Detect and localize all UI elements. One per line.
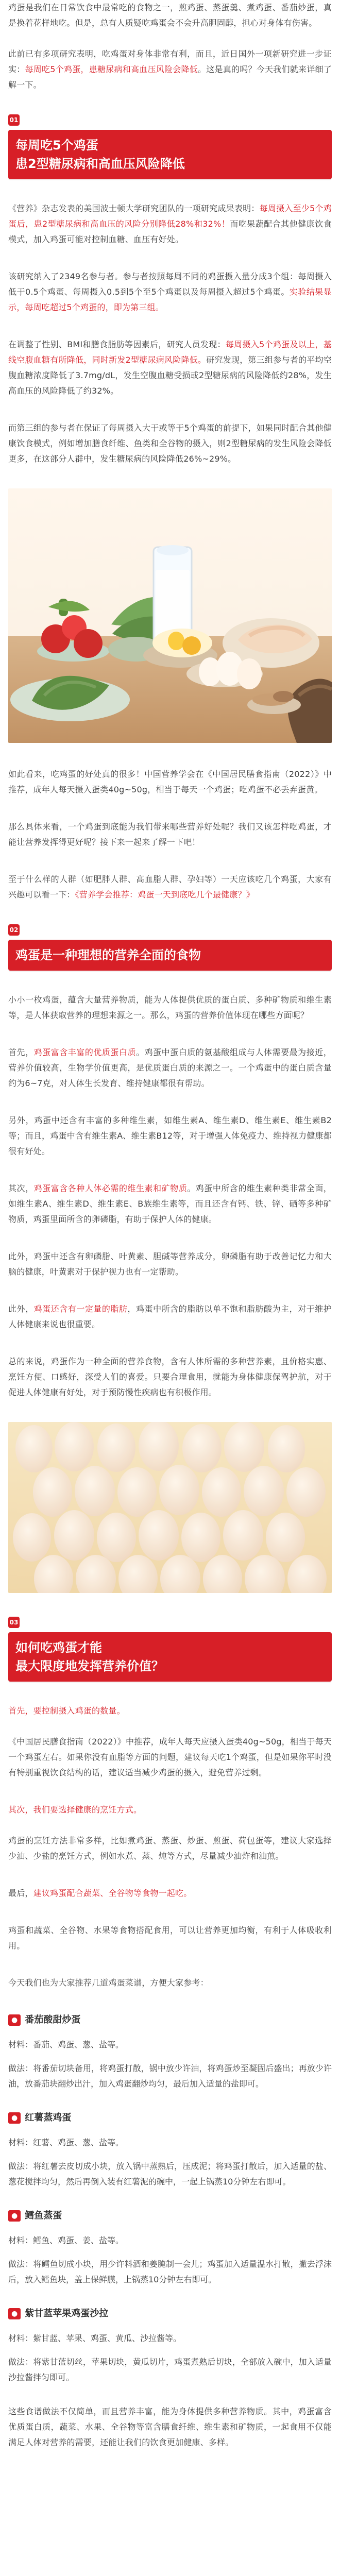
section2-highlight-4: 鸡蛋富含各种人体必需的维生素和矿物质: [33, 1183, 188, 1193]
section1-text-5: 而第三组的参与者在保证了每周摄入大于或等于5个鸡蛋的前提下，如果同时配合其他健康饮食模式，例如增加膳食纤维、鱼类和全谷物的摄入，则2型糖尿病的发生风险会降低更多，在这部分人群中，发生糖尿病的风险降低26%~29%。: [8, 423, 332, 464]
intro-paragraph: [8, 0, 332, 31]
recipe-2-ingredients: 材料：红薯、鸡蛋、葱、盐等。: [8, 2138, 124, 2147]
section2-paragraph-4: [8, 1181, 332, 1227]
section2-text-3: 另外，鸡蛋中还含有丰富的多种维生素，如维生素A、维生素D、维生素E、维生素B2等；而且，鸡蛋中含有维生素A、维生素B12等，对于增强人体免疫力、维持视力健康都很有好处。: [8, 1115, 332, 1156]
section3-text-1: 《中国居民膳食指南（2022）》中推荐，成年人每天应摄入蛋类40g~50g，相当于每天一个鸡蛋左右。如果你没有血脂等方面的问题，建议每天吃1个鸡蛋，但是如果你平时没有特别重视饮食结构的话，建议适当减少鸡蛋的摄入，避免营养过剩。: [8, 1737, 332, 1777]
section2-heading: [8, 924, 332, 971]
section-number-badge-3: 03: [8, 1617, 20, 1628]
section1-paragraph-3: [8, 269, 332, 315]
section2-text-1: 小小一枚鸡蛋，蕴含大量营养物质，能为人体提供优质的蛋白质、多种矿物质和维生素等，是人体获取营养的理想来源之一。那么，鸡蛋的营养价值体现在哪些方面呢？: [8, 995, 332, 1020]
section1-text-2: 《营养》杂志发表的美国波士顿大学研究团队的一项研究成果表明：: [8, 204, 260, 213]
section1-text-8: 那么具体来看，一个鸡蛋到底能为我们带来哪些营养好处呢？我们又该怎样吃鸡蛋，才能让营养发挥得更好呢？接下来一起来了解一下吧！: [8, 822, 332, 847]
closing-paragraph: [8, 2404, 332, 2450]
section3-paragraph-1: [8, 1734, 332, 1781]
section3-paragraph-2: [8, 1833, 332, 1864]
section1-paragraph-7: [8, 819, 332, 850]
section2-title: 鸡蛋是一种理想的营养全面的食物: [15, 948, 201, 962]
section-number-badge-2: 02: [8, 924, 20, 936]
section2-highlight-6: 鸡蛋还含有一定量的脂肪: [33, 1304, 128, 1314]
section2-paragraph-6: [8, 1301, 332, 1332]
recipe-4: [8, 2306, 332, 2385]
section-number-badge: 01: [8, 114, 20, 126]
food-still-life-image: [8, 488, 332, 743]
section3-lead-text: 首先，要控制摄入鸡蛋的数量。: [8, 1706, 125, 1716]
section1-paragraph-2: [8, 201, 332, 247]
recipe-4-ingredients: 材料：紫甘蓝、苹果、鸡蛋、黄瓜、沙拉酱等。: [8, 2333, 182, 2343]
section3-title-line-2: 最大限度地发挥营养价值？: [15, 1659, 164, 1673]
section3-paragraph-3: [8, 1886, 332, 1901]
recipe-4-bullet: ●: [8, 2308, 21, 2319]
section1-highlight-1: 每周吃5个鸡蛋，患糖尿病和高血压风险会降低: [25, 64, 198, 74]
recipe-3-ingredients: 材料：鳕鱼、鸡蛋、姜、盐等。: [8, 2235, 124, 2245]
section1-text-9: 至于什么样的人群（如肥胖人群、高血脂人群、孕妇等）一天应该吃几个鸡蛋，大家有兴趣可以看一下：: [8, 874, 332, 900]
section2-paragraph-2: [8, 1045, 332, 1091]
section3-paragraph-4: [8, 1923, 332, 1954]
section3-subhead: [8, 1802, 332, 1818]
recipe-4-title-row: [8, 2306, 332, 2321]
recipe-3-title: 鳕鱼蒸蛋: [25, 2210, 62, 2221]
recipe-2-title: 红薯蒸鸡蛋: [25, 2112, 72, 2123]
recipe-1: [8, 2012, 332, 2092]
section2-paragraph-7: [8, 1354, 332, 1400]
section1-paragraph-1: [8, 46, 332, 93]
section3-subhead-text: 其次，我们要选择健康的烹饪方式。: [8, 1805, 142, 1815]
section1-paragraph-5: [8, 420, 332, 467]
recipe-2-bullet: ●: [8, 2112, 21, 2124]
section1-highlight-4: 每周摄入5个鸡蛋及以上，基线空腹血糖有所降低，同时新发2型糖尿病风险降低。: [8, 340, 332, 365]
section-title-box-2: [8, 940, 332, 971]
section1-paragraph-8: [8, 872, 332, 903]
section3-title-line-1: 如何吃鸡蛋才能: [15, 1640, 102, 1655]
intro-text: 鸡蛋是我们在日常饮食中最常吃的食物之一，煎鸡蛋、蒸蛋羹、煮鸡蛋、番茄炒蛋，真是换着花样地吃。但是，总有人质疑吃鸡蛋会不会升高胆固醇，担心对身体有伤害。: [8, 3, 332, 28]
recipe-1-method: 做法：将番茄切块备用，将鸡蛋打散，锅中放少许油，将鸡蛋炒至凝固后盛出；再放少许油，放番茄块翻炒出汁，加入鸡蛋翻炒均匀，最后加入适量的盐即可。: [8, 2063, 332, 2089]
recipe-2: [8, 2110, 332, 2190]
egg-tray-image: [8, 1422, 332, 1593]
section1-text-4b: 研究发现，第三组参与者的平均空腹血糖浓度降低了3.7mg/dL，发生空腹血糖受损或2型糖尿病的风险降低约28%，发生高血压的风险降低了约32%。: [8, 355, 332, 396]
section3-final-label: 最后，: [8, 1888, 33, 1898]
section3-lead: [8, 1703, 332, 1719]
section1-text-1b: 。这是真的吗？今天我们就来详细了解一下。: [8, 64, 332, 90]
section3-heading: [8, 1617, 332, 1682]
section1-text-3: 该研究纳入了2349名参与者。参与者按照每周不同的鸡蛋摄入量分成3个组：每周摄入低于0.5个鸡蛋、每周摄入0.5到5个至5个鸡蛋以及每周摄入超过5个鸡蛋。: [8, 272, 332, 297]
section-title-box: [8, 130, 332, 179]
section2-paragraph-1: [8, 992, 332, 1023]
section1-text-1: 此前已有多项研究表明，吃鸡蛋对身体非常有利，而且，近日国外一项新研究进一步证实：: [8, 49, 332, 74]
section2-text-6: ，鸡蛋中所含的脂肪以单不饱和脂肪酸为主，对于维护人体健康来说也很重要。: [8, 1304, 332, 1329]
section2-text-5: 此外，鸡蛋中还含有卵磷脂、叶黄素、胆碱等营养成分，卵磷脂有助于改善记忆力和大脑的健康，叶黄素对于保护视力也有一定帮助。: [8, 1251, 332, 1277]
section2-highlight-2: 鸡蛋富含丰富的优质蛋白质: [33, 1047, 137, 1057]
recipe-2-title-row: [8, 2110, 332, 2126]
section1-text-2b: 而吃果蔬配合其他健康饮食模式，加入鸡蛋可能对控制血糖、血压有好处。: [8, 219, 332, 244]
recipe-1-title: 番茄酸甜炒蛋: [25, 2014, 81, 2025]
section-title-line-2: 患2型糖尿病和高血压风险降低: [15, 157, 185, 171]
recipe-3-bullet: ●: [8, 2210, 21, 2222]
recipe-1-title-row: [8, 2012, 332, 2028]
recipe-3-method: 做法：将鳕鱼切成小块，用少许料酒和姜腌制一会儿；鸡蛋加入适量温水打散，撇去浮沫后，放入鳕鱼块，盖上保鲜膜，上锅蒸10分钟左右即可。: [8, 2259, 332, 2284]
section1-highlight-2: 每周摄入至少5个鸡蛋后，患2型糖尿病和高血压的风险分别降低28%和32%！: [8, 204, 332, 229]
section2-label-2: 首先，: [8, 1047, 34, 1057]
section-title-line-1: 每周吃5个鸡蛋: [15, 138, 98, 152]
section2-paragraph-3: [8, 1113, 332, 1159]
recipe-3-title-row: [8, 2208, 332, 2224]
section-title-box-3: [8, 1632, 332, 1682]
section3-tips-title: 今天我们也为大家推荐几道鸡蛋菜谱，方便大家参考：: [8, 1978, 209, 1988]
recipe-1-bullet: ●: [8, 2014, 21, 2026]
recipe-4-method: 做法：将紫甘蓝切丝，苹果切块，黄瓜切片，鸡蛋煮熟后切块，全部放入碗中，加入适量沙拉酱拌匀即可。: [8, 2357, 332, 2382]
section1-heading: [8, 114, 332, 179]
section2-text-4: 。鸡蛋中所含的维生素种类非常全面，如维生素A、维生素D、维生素E、B族维生素等，而且还含有钙、铁、锌、硒等多种矿物质，鸡蛋里面所含的卵磷脂，有助于保护人体的健康。: [8, 1183, 332, 1224]
section1-highlight-9[interactable]: 《营养学会推荐：鸡蛋一天到底吃几个最健康？》: [75, 890, 255, 900]
recipe-1-ingredients: 材料：番茄、鸡蛋、葱、盐等。: [8, 2040, 124, 2049]
section1-paragraph-6: [8, 767, 332, 798]
section3-final-highlight: 建议鸡蛋配合蔬菜、全谷物等食物一起吃。: [33, 1888, 192, 1898]
section3-text-2: 鸡蛋的烹饪方法非常多样，比如煮鸡蛋、蒸蛋、炒蛋、煎蛋、荷包蛋等，建议大家选择少油、少盐的烹饪方式，例如水煮、蒸、炖等方式，尽量减少油炸和油煎。: [8, 1836, 332, 1861]
recipe-2-method: 做法：将红薯去皮切成小块，放入锅中蒸熟后，压成泥；将鸡蛋打散后，加入适量的盐、葱花搅拌均匀，然后再倒入装有红薯泥的碗中，一起上锅蒸10分钟左右即可。: [8, 2161, 332, 2187]
section2-text-2: 。鸡蛋中蛋白质的氨基酸组成与人体需要最为接近，营养价值较高，生物学价值更高，是优质蛋白质的来源之一。一个鸡蛋中的蛋白质含量约为6~7克，对人体生长发育、维持健康都很有帮助。: [8, 1047, 332, 1088]
recipe-4-title: 紫甘蓝苹果鸡蛋沙拉: [25, 2308, 109, 2319]
section2-text-7: 总的来说，鸡蛋作为一种全面的营养食物，含有人体所需的多种营养素，且价格实惠、烹饪方便、口感好，深受人们的喜爱。只要合理食用，就能为身体健康保驾护航，对于促进人体健康有好处，对于预防慢性疾病也有积极作用。: [8, 1357, 332, 1397]
section1-text-7: 如此看来，吃鸡蛋的好处真的很多！中国营养学会在《中国居民膳食指南（2022）》中推荐，成年人每天摄入蛋类40g~50g，相当于每天一个鸡蛋；吃鸡蛋不必丢弃蛋黄。: [8, 769, 332, 794]
section2-label-4: 其次，: [8, 1183, 34, 1193]
recipe-3: [8, 2208, 332, 2287]
section2-label-6: 此外，: [8, 1304, 34, 1314]
section1-paragraph-4: [8, 337, 332, 399]
section1-highlight-3: 实验结果显示，每周吃超过5个鸡蛋的，即为第三组。: [8, 287, 332, 312]
section3-text-3: 鸡蛋和蔬菜、全谷物、水果等食物搭配食用，可以让营养更加均衡，有利于人体吸收利用。: [8, 1925, 332, 1951]
closing-text: 这些食谱做法不仅简单，而且营养丰富，能为身体提供多种营养物质。其中，鸡蛋富含优质蛋白质，蔬菜、水果、全谷物等富含膳食纤维、维生素和矿物质，一起食用不仅能满足人体对营养的需要，还能让我们的饮食更加健康、多样。: [8, 2406, 332, 2447]
section3-paragraph-5: [8, 1975, 332, 1991]
section1-text-4: 在调整了性别、BMI和膳食脂肪等因素后，研究人员发现：: [8, 340, 226, 349]
section2-paragraph-5: [8, 1249, 332, 1280]
